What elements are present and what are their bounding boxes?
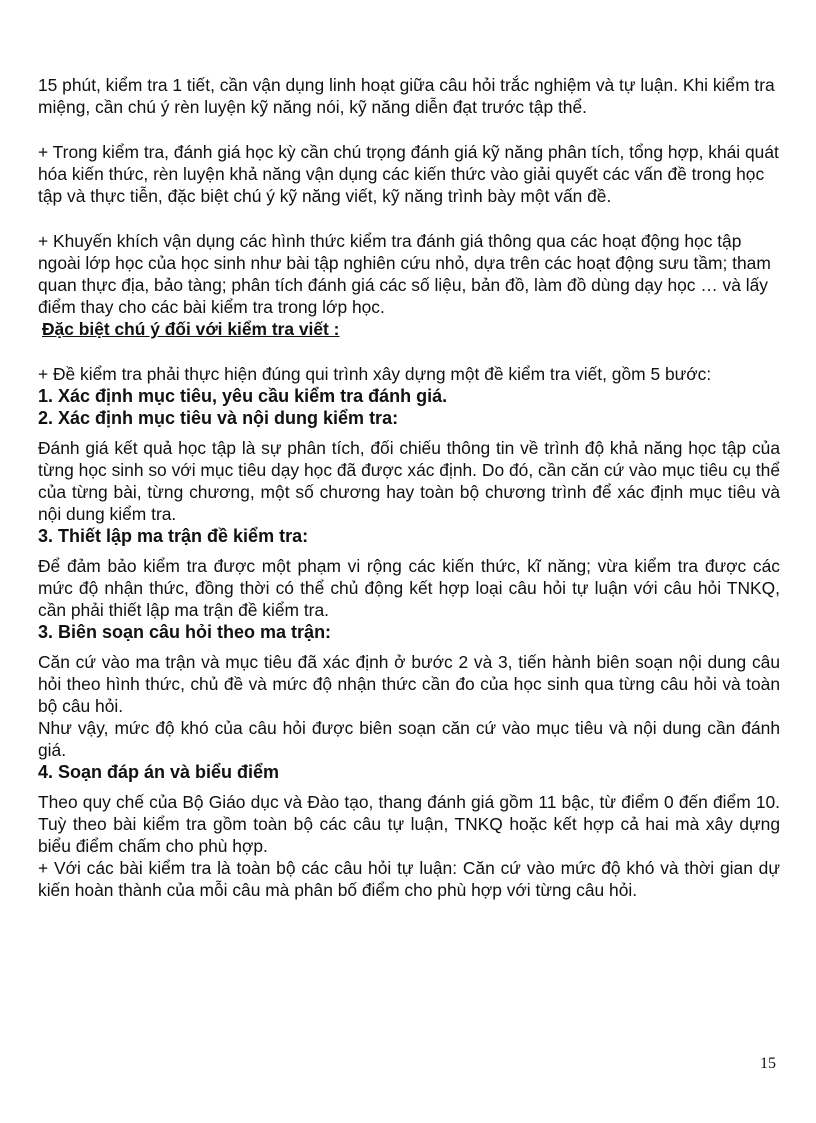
step4-heading: 4. Soạn đáp án và biểu điểm — [38, 762, 280, 782]
step3-body: Để đảm bảo kiểm tra được một phạm vi rộng các kiến thức, kĩ năng; vừa kiểm tra được các mức độ nhận thức, đồng thời có thể chủ động kết hợp loại câu hỏi tự luận với câu hỏi TNKQ, cần phải thiết lập ma trận đề kiểm tra. — [38, 556, 780, 620]
semester-assessment-paragraph: + Trong kiểm tra, đánh giá học kỳ cần chú trọng đánh giá kỹ năng phân tích, tổng hợp, khái quát hóa kiến thức, rèn luyện khả năng vận dụng các kiến thức vào giải quyết các vấn đề trong học tập và thực tiễn, đặc biệt chú ý kỹ năng viết, kỹ năng trình bày một vấn đề. — [38, 142, 779, 206]
intro-paragraph: 15 phút, kiểm tra 1 tiết, cần vận dụng linh hoạt giữa câu hỏi trắc nghiệm và tự luận. Khi kiểm tra miệng, cần chú ý rèn luyện kỹ năng nói, kỹ năng diễn đạt trước tập thể. — [38, 75, 775, 117]
process-intro-paragraph: + Đề kiểm tra phải thực hiện đúng qui trình xây dựng một đề kiểm tra viết, gồm 5 bước: — [38, 364, 712, 384]
step1-heading: 1. Xác định mục tiêu, yêu cầu kiểm tra đánh giá. — [38, 386, 448, 406]
step4-body-2: + Với các bài kiểm tra là toàn bộ các câu hỏi tự luận: Căn cứ vào mức độ khó và thời gian dự kiến hoàn thành của mỗi câu mà phân bố điểm cho phù hợp với từng câu hỏi. — [38, 858, 780, 900]
step3b-heading: 3. Biên soạn câu hỏi theo ma trận: — [38, 622, 332, 642]
page-number: 15 — [760, 1055, 776, 1072]
special-note-heading: Đặc biệt chú ý đối với kiểm tra viết : — [42, 319, 340, 339]
encourage-activities-paragraph: + Khuyến khích vận dụng các hình thức kiểm tra đánh giá thông qua các hoạt động học tập ngoài lớp học của học sinh như bài tập nghiên cứu nhỏ, dựa trên các hoạt động sưu tầm; tham quan thực địa, bảo tàng; phân tích đánh giá các số liệu, bản đồ, làm đồ dùng dạy học … và lấy điểm thay cho các bài kiểm tra trong lớp học. — [38, 231, 771, 317]
step3b-body-2: Như vậy, mức độ khó của câu hỏi được biên soạn căn cứ vào mục tiêu và nội dung cần đánh giá. — [38, 718, 780, 760]
step2-body: Đánh giá kết quả học tập là sự phân tích, đối chiếu thông tin về trình độ khả năng học tập của từng học sinh so với mục tiêu dạy học đã được xác định. Do đó, cần căn cứ vào mục tiêu cụ thể của từng bài, từng chương, một số chương hay toàn bộ chương trình để xác định mục tiêu và nội dung kiểm tra. — [38, 438, 780, 524]
step3b-body-1: Căn cứ vào ma trận và mục tiêu đã xác định ở bước 2 và 3, tiến hành biên soạn nội dung câu hỏi theo hình thức, chủ đề và mức độ nhận thức cần đo của học sinh qua từng câu hỏi và toàn bộ câu hỏi. — [38, 652, 780, 716]
step4-body-1: Theo quy chế của Bộ Giáo dục và Đào tạo, thang đánh giá gồm 11 bậc, từ điểm 0 đến điểm 10. Tuỳ theo bài kiểm tra gồm toàn bộ các câu tự luận, TNKQ hoặc kết hợp cả hai mà xây dựng biểu điểm chấm cho phù hợp. — [38, 792, 780, 856]
step2-heading: 2. Xác định mục tiêu và nội dung kiểm tra: — [38, 408, 399, 428]
step3-heading: 3. Thiết lập ma trận đề kiểm tra: — [38, 526, 309, 546]
document-body — [38, 74, 780, 901]
